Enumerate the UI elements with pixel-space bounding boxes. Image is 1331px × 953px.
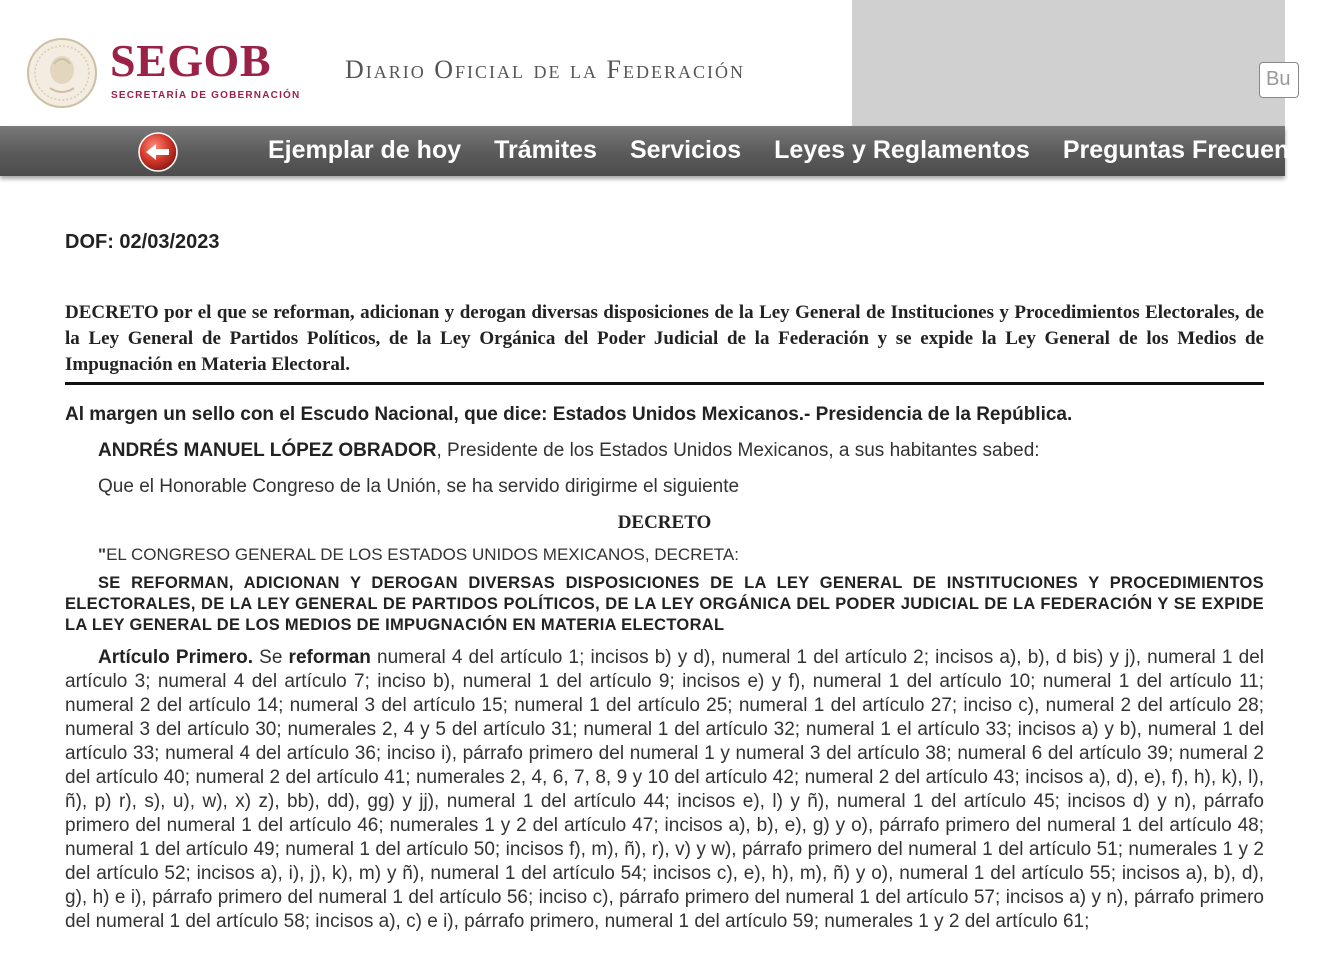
site-title[interactable]: Diario Oficial de la Federación: [345, 55, 745, 84]
congress-decree: [65, 543, 1264, 567]
article-label: Artículo Primero.: [98, 647, 254, 668]
nav-item-ejemplar-de-hoy[interactable]: Ejemplar de hoy: [268, 136, 462, 164]
publication-date: DOF: 02/03/2023: [65, 231, 220, 253]
brand-logo-text[interactable]: SEGOB: [110, 35, 272, 86]
nav-item-tramites[interactable]: Trámites: [494, 136, 597, 164]
article-text: numeral 4 del artículo 1; incisos b) y d), numeral 1 del artículo 2; incisos a), b), d bis) y j), numeral 1 del artículo 3; numeral 4 del artículo 7; inciso b), numeral 1 del artículo 9; incisos e) y f), numeral 1 del artículo 10; numeral 1 del artículo 11; numeral 2 del artículo 14; numeral 3 del artículo 15; numeral 1 del artículo 25; numeral 1 del artículo 27; inciso c), numeral 2 del artículo 28; numeral 3 del artículo 30; numerales 2, 4 y 5 del artículo 31; numeral 1 del artículo 32; numeral 1 el artículo 33; incisos a) y b), numeral 1 del artículo 33; numeral 4 del artículo 36; inciso i), párrafo primero del numeral 1 y numeral 3 del artículo 38; numeral 6 del artículo 39; numeral 2 del artículo 40; numeral 2 del artículo 41; numerales 2, 4, 6, 7, 8, 9 y 10 del artículo 42; numeral 2 del artículo 43; incisos a), d), e), f), h), k), l), ñ), p) r), s), u), w), x) z), bb), dd), gg) y jj), numeral 1 del artículo 44; incisos e), l) y ñ), numeral 1 del artículo 45; incisos d) y n), párrafo primero del numeral 1 del artículo 46; numerales 1 y 2 del artículo 47; incisos a), b), e), g) y o), párrafo primero del numeral 1 del artículo 48; numeral 1 del artículo 49; numeral 1 del artículo 50; incisos f), m), ñ), r), v) y w), párrafo primero del numeral 1 del artículo 51; numerales 1 y 2 del artículo 52; incisos a), i), j), k), m) y ñ), numeral 1 del artículo 54; incisos c), e), h), m), ñ) y o), numeral 1 del artículo 55; incisos a), b), d), g), h) e i), párrafo primero del numeral 1 del artículo 56; inciso c), párrafo primero del numeral 1 del artículo 57; incisos a) y n), párrafo primero del numeral 1 del artículo 58; incisos a), c) e i), párrafo primero, numeral 1 del artículo 59; numerales 1 y 2 del artículo 61;: [65, 647, 1264, 932]
title-divider: [65, 382, 1264, 385]
president-text: , Presidente de los Estados Unidos Mexicanos, a sus habitantes sabed:: [436, 440, 1040, 461]
site-header: [0, 0, 1291, 126]
nav-item-preguntas-frecuentes[interactable]: Preguntas Frecuent: [1062, 136, 1298, 164]
document-body: [65, 228, 1264, 934]
article-reforman: reforman: [288, 647, 371, 668]
article-primero: [65, 646, 1264, 934]
congress-paragraph: Que el Honorable Congreso de la Unión, se ha servido dirigirme el siguiente: [98, 476, 740, 497]
article-se: Se: [253, 647, 289, 668]
decreto-heading: DECRETO: [617, 512, 712, 533]
back-arrow-icon[interactable]: [137, 131, 179, 173]
president-name: ANDRÉS MANUEL LÓPEZ OBRADOR: [98, 440, 437, 461]
nav-item-servicios[interactable]: Servicios: [629, 136, 742, 164]
decree-caps-heading: SE REFORMAN, ADICIONAN Y DEROGAN DIVERSAS DISPOSICIONES DE LA LEY GENERAL DE INSTITUCIONES Y PROCEDIMIENTOS ELECTORALES, DE LA LEY GENERAL DE PARTIDOS POLÍTICOS, DE LA LEY ORGÁNICA DEL PODER JUDICIAL DE LA FEDERACIÓN Y SE EXPIDE LA LEY GENERAL DE LOS MEDIOS DE IMPUGNACIÓN EN MATERIA ELECTORAL: [65, 574, 1264, 634]
search-input[interactable]: Bu: [1259, 62, 1299, 98]
congress-decree-text: EL CONGRESO GENERAL DE LOS ESTADOS UNIDOS MEXICANOS, DECRETA:: [106, 545, 739, 564]
nav-item-leyes-y-reglamentos[interactable]: Leyes y Reglamentos: [774, 136, 1030, 164]
national-seal-icon: [24, 36, 100, 110]
president-paragraph: [65, 439, 1264, 463]
decree-title: DECRETO por el que se reforman, adicionan y derogan diversas disposiciones de la Ley General de Instituciones y Procedimientos Electorales, de la Ley General de Partidos Políticos, de la Ley Orgánica del Poder Judicial de la Federación y se expide la Ley General de los Medios de Impugnación en Materia Electoral.: [65, 302, 1264, 375]
header-search-panel: [852, 0, 1285, 126]
brand-subtitle: SECRETARÍA DE GOBERNACIÓN: [111, 90, 301, 101]
margin-note: Al margen un sello con el Escudo Nacional, que dice: Estados Unidos Mexicanos.- Presidencia de la República.: [65, 404, 1073, 425]
nav-menu: [268, 126, 1331, 176]
quote-mark: ": [98, 545, 107, 564]
